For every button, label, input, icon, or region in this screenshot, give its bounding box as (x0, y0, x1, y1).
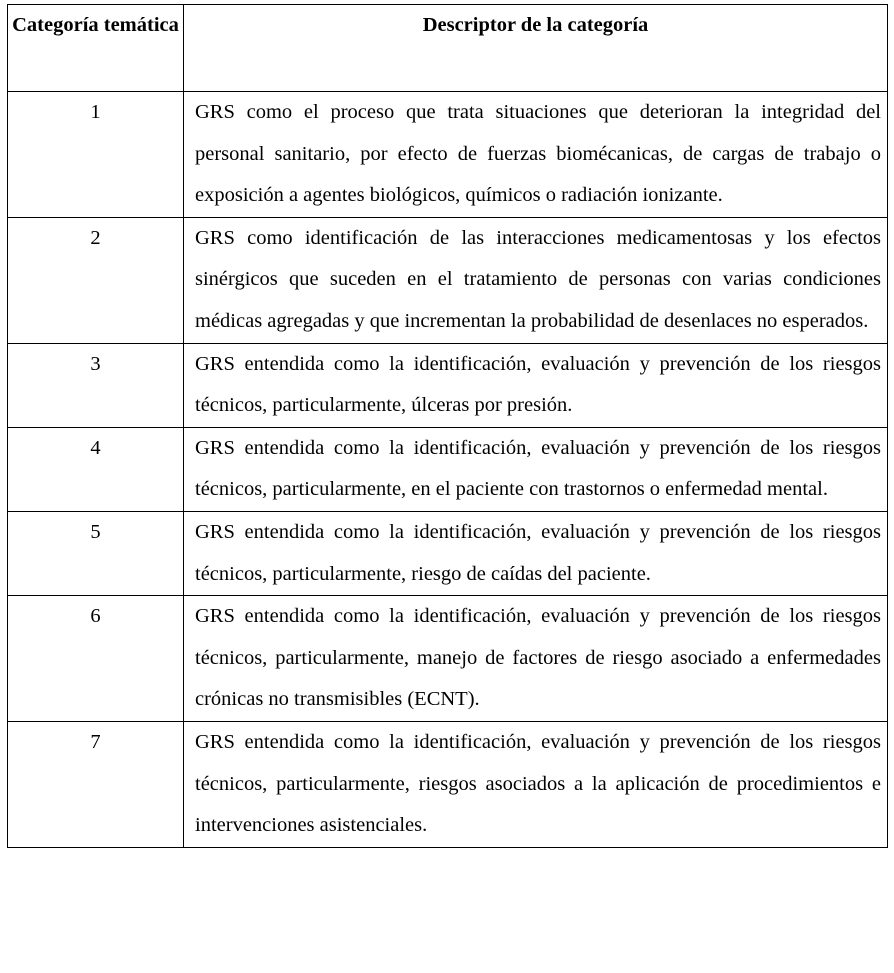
table-row (8, 721, 888, 847)
row-number: 5 (8, 511, 184, 595)
row-number: 2 (8, 217, 184, 343)
header-descriptor: Descriptor de la categoría (184, 5, 888, 92)
table-row (8, 511, 888, 595)
table-row (8, 343, 888, 427)
row-descriptor: GRS entendida como la identificación, evaluación y prevención de los riesgos técnicos, particularmente, riesgo de caídas del paciente. (184, 511, 888, 595)
table-row (8, 217, 888, 343)
row-number: 6 (8, 596, 184, 722)
row-descriptor: GRS entendida como la identificación, evaluación y prevención de los riesgos técnicos, particularmente, manejo de factores de riesgo asociado a enfermedades crónicas no transmisibles (ECNT). (184, 596, 888, 722)
row-descriptor: GRS entendida como la identificación, evaluación y prevención de los riesgos técnicos, particularmente, úlceras por presión. (184, 343, 888, 427)
row-number: 1 (8, 92, 184, 218)
row-descriptor: GRS entendida como la identificación, evaluación y prevención de los riesgos técnicos, particularmente, riesgos asociados a la aplicación de procedimientos e intervenciones asistenciales. (184, 721, 888, 847)
table-row (8, 427, 888, 511)
row-descriptor: GRS como el proceso que trata situaciones que deterioran la integridad del personal sanitario, por efecto de fuerzas biomécanicas, de cargas de trabajo o exposición a agentes biológicos, químicos o radiación ionizante. (184, 92, 888, 218)
table-row (8, 92, 888, 218)
row-descriptor: GRS entendida como la identificación, evaluación y prevención de los riesgos técnicos, particularmente, en el paciente con trastornos o enfermedad mental. (184, 427, 888, 511)
row-descriptor: GRS como identificación de las interacciones medicamentosas y los efectos sinérgicos que suceden en el tratamiento de personas con varias condiciones médicas agregadas y que incrementan la probabilidad de desenlaces no esperados. (184, 217, 888, 343)
category-table (7, 4, 888, 848)
row-number: 4 (8, 427, 184, 511)
row-number: 3 (8, 343, 184, 427)
row-number: 7 (8, 721, 184, 847)
header-category: Categoría temática (8, 5, 184, 92)
table-row (8, 596, 888, 722)
table-header-row (8, 5, 888, 92)
